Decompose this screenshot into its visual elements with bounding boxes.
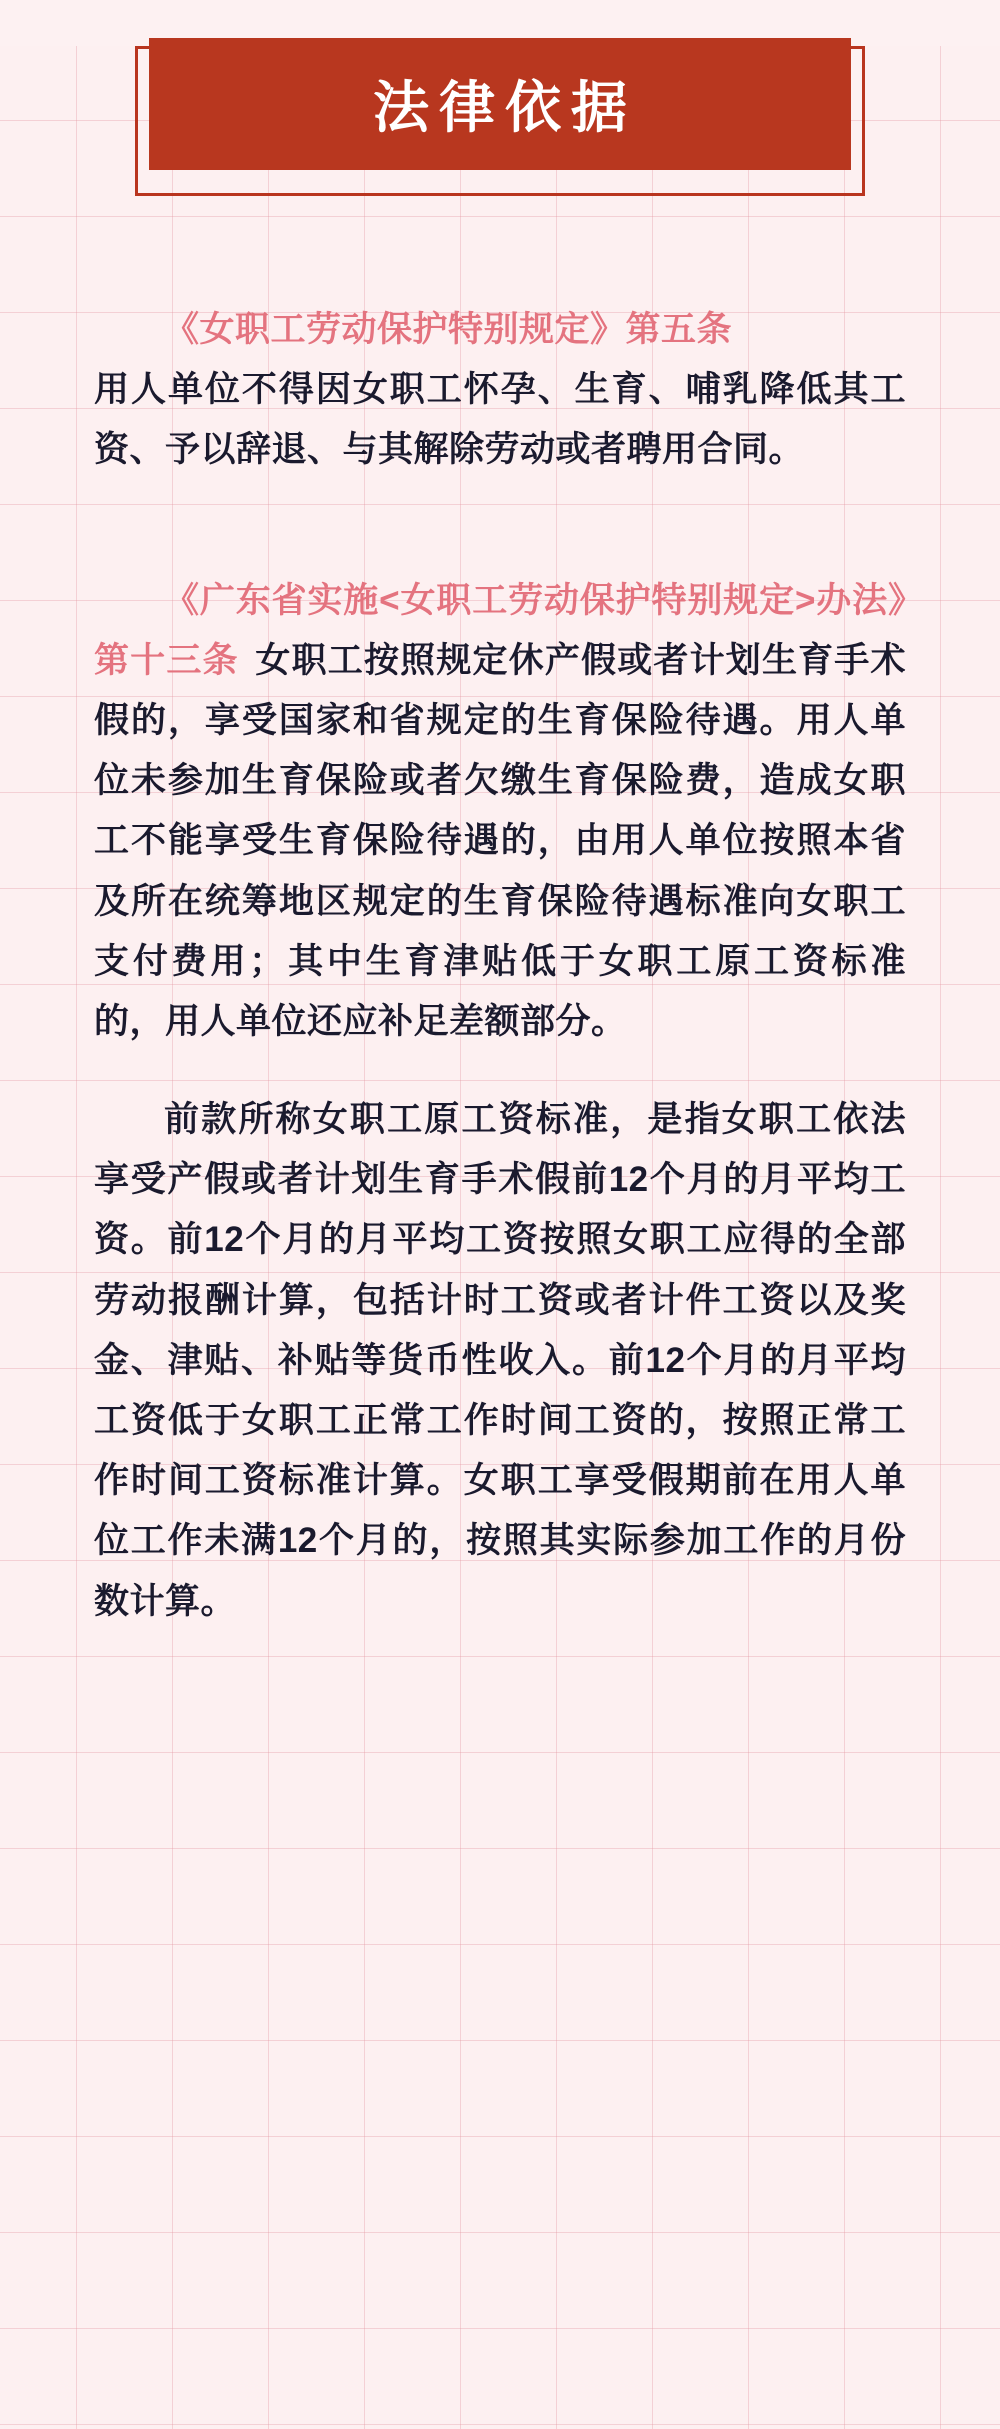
section-divider	[94, 519, 906, 571]
section-2-continued	[94, 1090, 906, 1632]
law-reference-2: 《广东省实施<女职工劳动保护特别规定>办法》第十三条	[94, 580, 906, 680]
header-banner	[135, 46, 865, 196]
law-reference-1: 《女职工劳动保护特别规定》第五条	[164, 310, 733, 349]
document-page	[0, 46, 1000, 2429]
section-2	[94, 571, 906, 1053]
law-text-2: 女职工按照规定休产假或者计划生育手术假的，享受国家和省规定的生育保险待遇。用人单位未参加生育保险或者欠缴生育保险费，造成女职工不能享受生育保险待遇的，由用人单位按照本省及所在统筹地区规定的生育保险待遇标准向女职工支付费用；其中生育津贴低于女职工原工资标准的，用人单位还应补足差额部分。	[94, 640, 906, 1041]
page-title: 法律依据	[373, 76, 637, 139]
banner-fill	[149, 38, 851, 170]
law-text-1: 用人单位不得因女职工怀孕、生育、哺乳降低其工资、予以辞退、与其解除劳动或者聘用合同。	[94, 370, 906, 470]
document-body	[94, 300, 906, 1632]
law-text-3: 前款所称女职工原工资标准，是指女职工依法享受产假或者计划生育手术假前12个月的月平均工资。前12个月的月平均工资按照女职工应得的全部劳动报酬计算，包括计时工资或者计件工资以及奖金、津贴、补贴等货币性收入。前12个月的月平均工资低于女职工正常工作时间工资的，按照正常工作时间工资标准计算。女职工享受假期前在用人单位工作未满12个月的，按照其实际参加工作的月份数计算。	[94, 1100, 906, 1621]
section-1	[94, 300, 906, 481]
